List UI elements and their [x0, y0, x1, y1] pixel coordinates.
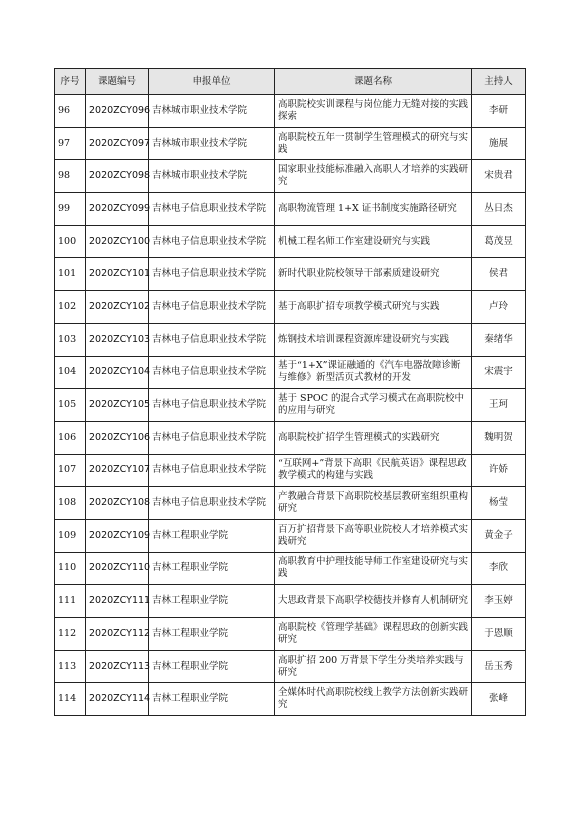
table-header-row: [55, 69, 526, 95]
header-serial: 序号: [55, 69, 86, 95]
host-cell: 王珂: [472, 389, 526, 422]
unit-cell: 吉林电子信息职业技术学院: [149, 225, 275, 258]
code-cell: 2020ZCY103: [86, 323, 149, 356]
code-cell: 2020ZCY114: [86, 683, 149, 716]
code-cell: 2020ZCY098: [86, 160, 149, 193]
table-row: [55, 487, 526, 520]
title-cell: 产教融合背景下高职院校基层教研室组织重构研究: [275, 487, 472, 520]
title-cell: 基于高职扩招专项教学模式研究与实践: [275, 291, 472, 324]
unit-cell: 吉林城市职业技术学院: [149, 95, 275, 128]
unit-cell: 吉林电子信息职业技术学院: [149, 323, 275, 356]
host-cell: 施展: [472, 127, 526, 160]
title-cell: 炼钢技术培训课程资源库建设研究与实践: [275, 323, 472, 356]
host-cell: 黄金子: [472, 519, 526, 552]
host-cell: 侯君: [472, 258, 526, 291]
project-table: [54, 68, 526, 716]
title-cell: 高职扩招 200 万背景下学生分类培养实践与研究: [275, 650, 472, 683]
title-cell: 高职教育中护理技能导师工作室建设研究与实践: [275, 552, 472, 585]
code-cell: 2020ZCY105: [86, 389, 149, 422]
serial-cell: 114: [55, 683, 86, 716]
title-cell: 高职院校扩招学生管理模式的实践研究: [275, 421, 472, 454]
title-cell: 高职院校实训课程与岗位能力无缝对接的实践探索: [275, 95, 472, 128]
table-row: [55, 356, 526, 389]
unit-cell: 吉林电子信息职业技术学院: [149, 421, 275, 454]
table-row: [55, 585, 526, 618]
unit-cell: 吉林工程职业学院: [149, 519, 275, 552]
unit-cell: 吉林工程职业学院: [149, 618, 275, 651]
host-cell: 丛日杰: [472, 193, 526, 226]
serial-cell: 112: [55, 618, 86, 651]
serial-cell: 113: [55, 650, 86, 683]
unit-cell: 吉林电子信息职业技术学院: [149, 389, 275, 422]
header-unit: 申报单位: [149, 69, 275, 95]
code-cell: 2020ZCY108: [86, 487, 149, 520]
serial-cell: 99: [55, 193, 86, 226]
table-row: [55, 127, 526, 160]
serial-cell: 104: [55, 356, 86, 389]
code-cell: 2020ZCY097: [86, 127, 149, 160]
serial-cell: 102: [55, 291, 86, 324]
title-cell: “互联网+”背景下高职《民航英语》课程思政教学模式的构建与实践: [275, 454, 472, 487]
title-cell: 国家职业技能标准融入高职人才培养的实践研究: [275, 160, 472, 193]
host-cell: 卢玲: [472, 291, 526, 324]
code-cell: 2020ZCY102: [86, 291, 149, 324]
table-row: [55, 618, 526, 651]
code-cell: 2020ZCY107: [86, 454, 149, 487]
serial-cell: 108: [55, 487, 86, 520]
unit-cell: 吉林工程职业学院: [149, 683, 275, 716]
table-row: [55, 95, 526, 128]
code-cell: 2020ZCY096: [86, 95, 149, 128]
unit-cell: 吉林电子信息职业技术学院: [149, 356, 275, 389]
unit-cell: 吉林城市职业技术学院: [149, 160, 275, 193]
serial-cell: 106: [55, 421, 86, 454]
serial-cell: 107: [55, 454, 86, 487]
title-cell: 基于“1+X”课证融通的《汽车电器故障诊断与维修》新型活页式教材的开发: [275, 356, 472, 389]
code-cell: 2020ZCY106: [86, 421, 149, 454]
title-cell: 高职院校五年一贯制学生管理模式的研究与实践: [275, 127, 472, 160]
title-cell: 基于 SPOC 的混合式学习模式在高职院校中的应用与研究: [275, 389, 472, 422]
serial-cell: 105: [55, 389, 86, 422]
title-cell: 机械工程名师工作室建设研究与实践: [275, 225, 472, 258]
title-cell: 新时代职业院校领导干部素质建设研究: [275, 258, 472, 291]
host-cell: 李欣: [472, 552, 526, 585]
host-cell: 魏明贺: [472, 421, 526, 454]
serial-cell: 111: [55, 585, 86, 618]
code-cell: 2020ZCY100: [86, 225, 149, 258]
unit-cell: 吉林电子信息职业技术学院: [149, 258, 275, 291]
table-row: [55, 160, 526, 193]
serial-cell: 101: [55, 258, 86, 291]
unit-cell: 吉林城市职业技术学院: [149, 127, 275, 160]
table-row: [55, 552, 526, 585]
code-cell: 2020ZCY113: [86, 650, 149, 683]
serial-cell: 97: [55, 127, 86, 160]
table-row: [55, 519, 526, 552]
host-cell: 张峰: [472, 683, 526, 716]
host-cell: 宋贵君: [472, 160, 526, 193]
unit-cell: 吉林工程职业学院: [149, 552, 275, 585]
host-cell: 杨莹: [472, 487, 526, 520]
title-cell: 高职物流管理 1+X 证书制度实施路径研究: [275, 193, 472, 226]
serial-cell: 110: [55, 552, 86, 585]
unit-cell: 吉林工程职业学院: [149, 585, 275, 618]
code-cell: 2020ZCY109: [86, 519, 149, 552]
host-cell: 秦绪华: [472, 323, 526, 356]
host-cell: 宋震宇: [472, 356, 526, 389]
code-cell: 2020ZCY110: [86, 552, 149, 585]
header-code: 课题编号: [86, 69, 149, 95]
code-cell: 2020ZCY101: [86, 258, 149, 291]
table-row: [55, 683, 526, 716]
title-cell: 全媒体时代高职院校线上教学方法创新实践研究: [275, 683, 472, 716]
serial-cell: 96: [55, 95, 86, 128]
table-row: [55, 291, 526, 324]
unit-cell: 吉林工程职业学院: [149, 650, 275, 683]
title-cell: 大思政背景下高职学校德技并修育人机制研究: [275, 585, 472, 618]
unit-cell: 吉林电子信息职业技术学院: [149, 291, 275, 324]
host-cell: 葛茂昱: [472, 225, 526, 258]
host-cell: 于恩顺: [472, 618, 526, 651]
host-cell: 许娇: [472, 454, 526, 487]
serial-cell: 103: [55, 323, 86, 356]
unit-cell: 吉林电子信息职业技术学院: [149, 454, 275, 487]
unit-cell: 吉林电子信息职业技术学院: [149, 487, 275, 520]
title-cell: 百万扩招背景下高等职业院校人才培养模式实践研究: [275, 519, 472, 552]
serial-cell: 100: [55, 225, 86, 258]
header-title: 课题名称: [275, 69, 472, 95]
code-cell: 2020ZCY104: [86, 356, 149, 389]
code-cell: 2020ZCY099: [86, 193, 149, 226]
header-host: 主持人: [472, 69, 526, 95]
serial-cell: 98: [55, 160, 86, 193]
table-row: [55, 193, 526, 226]
table-row: [55, 258, 526, 291]
table-row: [55, 421, 526, 454]
host-cell: 李研: [472, 95, 526, 128]
table-row: [55, 454, 526, 487]
table-row: [55, 323, 526, 356]
unit-cell: 吉林电子信息职业技术学院: [149, 193, 275, 226]
table-row: [55, 650, 526, 683]
table-row: [55, 225, 526, 258]
serial-cell: 109: [55, 519, 86, 552]
code-cell: 2020ZCY111: [86, 585, 149, 618]
title-cell: 高职院校《管理学基础》课程思政的创新实践研究: [275, 618, 472, 651]
host-cell: 李玉婷: [472, 585, 526, 618]
host-cell: 岳玉秀: [472, 650, 526, 683]
code-cell: 2020ZCY112: [86, 618, 149, 651]
table-row: [55, 389, 526, 422]
